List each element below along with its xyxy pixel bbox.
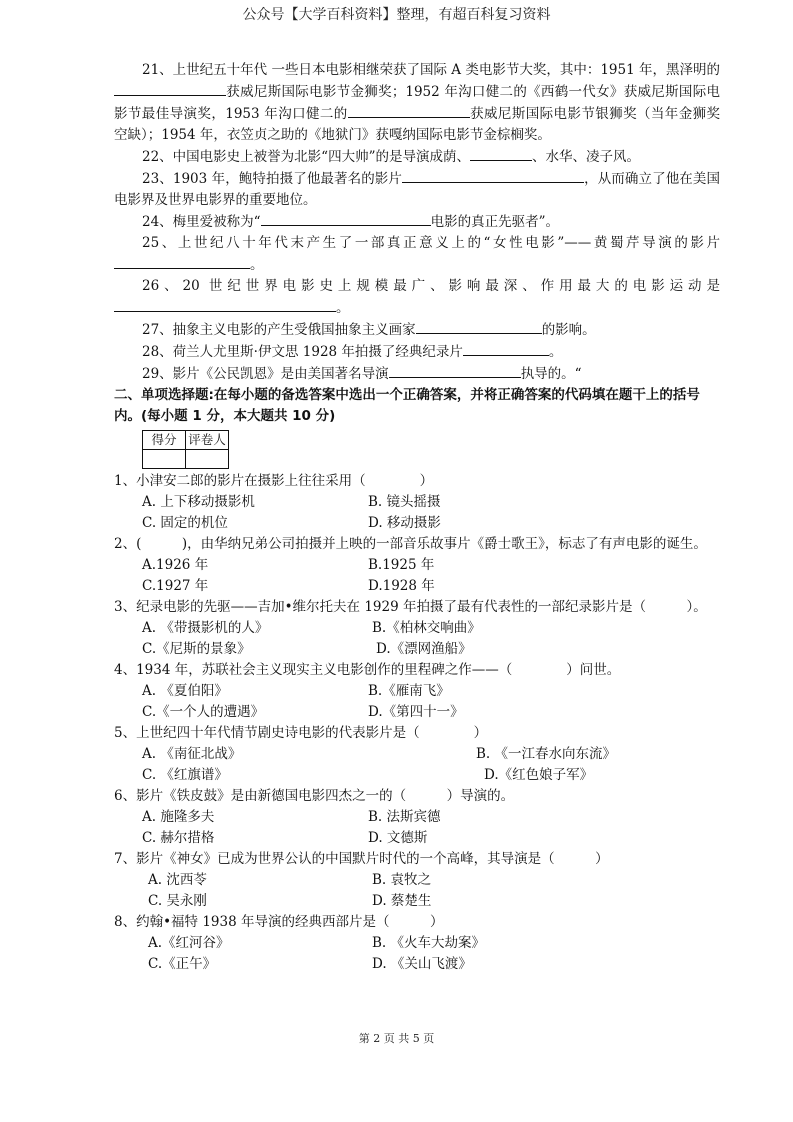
option-b[interactable]: B.1925 年 <box>368 557 435 573</box>
option-d[interactable]: D. 《关山飞渡》 <box>372 956 472 972</box>
option-row <box>114 765 720 786</box>
option-c[interactable]: C.《一个人的遭遇》 <box>142 704 265 720</box>
option-a[interactable]: A. 施隆多夫 <box>142 809 215 825</box>
option-d[interactable]: D. 蔡楚生 <box>372 893 432 909</box>
question-27: 27、抽象主义电影的产生受俄国抽象主义画家 的影响。 <box>114 319 720 341</box>
question-28: 28、荷兰人尤里斯·伊文思 1928 年拍摄了经典纪录片 。 <box>114 341 720 363</box>
option-d[interactable]: D.1928 年 <box>368 578 435 594</box>
option-row <box>114 954 720 975</box>
answer-blank[interactable] <box>114 81 226 96</box>
answer-blank[interactable] <box>416 319 542 334</box>
option-a[interactable]: A.1926 年 <box>142 557 209 573</box>
option-row <box>114 513 720 534</box>
option-c[interactable]: C.1927 年 <box>142 578 209 594</box>
question-26: 26、20 世纪世界电影史上规模最广、影响最深、作用最大的电影运动是。 <box>114 276 720 319</box>
option-a[interactable]: A. 沈西苓 <box>148 872 207 888</box>
option-b[interactable]: B. 法斯宾德 <box>368 809 441 825</box>
option-c[interactable]: C. 《红旗谱》 <box>142 767 228 783</box>
option-row <box>114 555 720 576</box>
option-row <box>114 576 720 597</box>
mc-question-stem: 3、纪录电影的先驱——吉加•维尔托夫在 1929 年拍摄了最有代表性的一部纪录影片是（ ）。 <box>114 599 707 615</box>
option-a[interactable]: A. 上下移动摄影机 <box>142 494 255 510</box>
option-b[interactable]: B. 袁牧之 <box>372 872 432 888</box>
option-c[interactable]: C.《尼斯的景象》 <box>142 641 251 657</box>
option-row <box>114 807 720 828</box>
option-b[interactable]: B. 《一江春水向东流》 <box>476 746 617 762</box>
answer-blank[interactable] <box>114 297 336 312</box>
option-row <box>114 681 720 702</box>
option-d[interactable]: D.《第四十一》 <box>368 704 464 720</box>
option-row <box>114 933 720 954</box>
mc-question-stem: 2、( )，由华纳兄弟公司拍摄并上映的一部音乐故事片《爵士歌王》，标志了有声电影的诞生。 <box>114 536 707 552</box>
option-a[interactable]: A. 《带摄影机的人》 <box>142 620 269 636</box>
option-c[interactable]: C.《正午》 <box>148 956 217 972</box>
grader-label: 评卷人 <box>186 431 229 450</box>
option-a[interactable]: A. 《南征北战》 <box>142 746 242 762</box>
exam-content <box>114 60 720 975</box>
grader-cell[interactable] <box>186 450 229 469</box>
option-c[interactable]: C. 吴永刚 <box>148 893 207 909</box>
question-24: 24、梅里爱被称为“ 电影的真正先驱者”。 <box>114 211 720 233</box>
mc-question-stem: 8、约翰•福特 1938 年导演的经典西部片是（ ） <box>114 914 444 930</box>
section-title: 二、单项选择题:在每小题的备选答案中选出一个正确答案，并将正确答案的代码填在题干上的括号内。(每小题 1 分，本大题共 10 分) <box>114 387 700 424</box>
option-row <box>114 492 720 513</box>
option-row <box>114 639 720 660</box>
option-row <box>114 828 720 849</box>
option-c[interactable]: C. 固定的机位 <box>142 515 228 531</box>
option-d[interactable]: D. 文德斯 <box>368 830 428 846</box>
option-d[interactable]: D.《红色娘子军》 <box>484 767 594 783</box>
question-22: 22、中国电影史上被誉为北影“四大帅”的是导演成荫、 、水华、凌子风。 <box>114 146 720 168</box>
question-23: 23、1903 年，鲍特拍摄了他最著名的影片 ，从而确立了他在美国电影界及世界电影界的重要地位。 <box>114 168 720 211</box>
question-21: 21、上世纪五十年代 一些日本电影相继荣获了国际 A 类电影节大奖，其中：1951 年，黑泽明的获威尼斯国际电影节金狮奖；1952 年沟口健二的《西鹤一代女》获威尼斯国际电影节最佳导演奖，1953 年沟口健二的 获威尼斯国际电影节银狮奖（当年金狮奖空缺）；1954 年，衣笠贞之助的《地狱门》获嘎纳国际电影节金棕榈奖。 <box>114 62 720 143</box>
answer-blank[interactable] <box>261 211 431 226</box>
option-b[interactable]: B.《柏林交响曲》 <box>372 620 481 636</box>
answer-blank[interactable] <box>402 168 584 183</box>
mc-question-stem: 5、上世纪四十年代情节剧史诗电影的代表影片是（ ） <box>114 725 488 741</box>
answer-blank[interactable] <box>114 254 250 269</box>
answer-blank[interactable] <box>389 363 521 378</box>
option-b[interactable]: B.《雁南飞》 <box>368 683 450 699</box>
option-row <box>114 870 720 891</box>
option-a[interactable]: A.《红河谷》 <box>148 935 230 951</box>
answer-blank[interactable] <box>348 103 470 118</box>
score-label: 得分 <box>143 431 186 450</box>
answer-blank[interactable] <box>463 341 549 356</box>
option-b[interactable]: B. 《火车大劫案》 <box>372 935 486 951</box>
option-d[interactable]: D. 移动摄影 <box>368 515 441 531</box>
page-header: 公众号【大学百科资料】整理，有超百科复习资料 <box>242 7 551 23</box>
score-cell[interactable] <box>143 450 186 469</box>
option-d[interactable]: D.《漂网渔船》 <box>376 641 472 657</box>
option-b[interactable]: B. 镜头摇摄 <box>368 494 441 510</box>
score-table <box>142 430 229 469</box>
option-row <box>114 744 720 765</box>
question-25: 25、上世纪八十年代末产生了一部真正意义上的“女性电影”——黄蜀芹导演的影片。 <box>114 233 720 276</box>
option-c[interactable]: C. 赫尔措格 <box>142 830 215 846</box>
option-row <box>114 891 720 912</box>
mc-question-stem: 1、小津安二郎的影片在摄影上往往采用（ ） <box>114 473 434 489</box>
question-29: 29、影片《公民凯恩》是由美国著名导演 执导的。“ <box>114 363 720 385</box>
answer-blank[interactable] <box>470 146 532 161</box>
mc-question-stem: 4、1934 年，苏联社会主义现实主义电影创作的里程碑之作——（ ）问世。 <box>114 662 621 678</box>
page-number: 第 2 页 共 5 页 <box>358 1032 435 1045</box>
option-a[interactable]: A. 《夏伯阳》 <box>142 683 228 699</box>
option-row <box>114 702 720 723</box>
mc-question-stem: 6、影片《铁皮鼓》是由新德国电影四杰之一的（ ）导演的。 <box>114 788 515 804</box>
mc-question-stem: 7、影片《神女》已成为世界公认的中国默片时代的一个高峰，其导演是（ ） <box>114 851 609 867</box>
option-row <box>114 618 720 639</box>
